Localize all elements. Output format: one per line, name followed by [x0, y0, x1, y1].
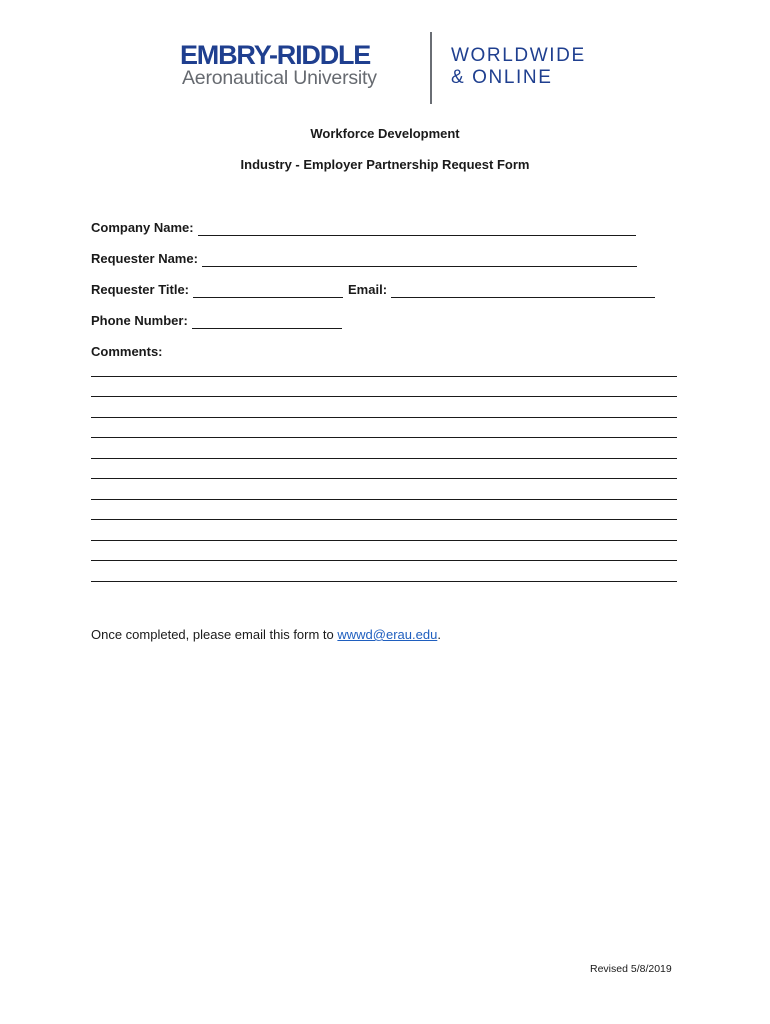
email-link[interactable]: wwwd@erau.edu	[337, 627, 438, 642]
phone-number-label: Phone Number:	[91, 313, 188, 328]
email-label: Email:	[348, 282, 388, 297]
comment-line	[91, 519, 677, 520]
requester-title-row	[91, 280, 655, 298]
requester-name-row	[91, 249, 637, 267]
comment-line	[91, 437, 677, 438]
email-field[interactable]	[391, 283, 655, 298]
requester-title-field[interactable]	[193, 283, 343, 298]
logo-university-subtitle: Aeronautical University	[182, 67, 377, 89]
submission-instructions	[91, 627, 441, 643]
comments-label: Comments:	[91, 344, 163, 359]
comment-line	[91, 560, 677, 561]
requester-name-field[interactable]	[202, 252, 637, 267]
logo-university-name: EMBRY-RIDDLE	[180, 40, 371, 70]
company-name-row	[91, 218, 636, 236]
company-name-label: Company Name:	[91, 220, 194, 235]
page-title: Workforce Development	[310, 126, 460, 141]
comments-field[interactable]	[91, 360, 677, 584]
comments-row	[91, 342, 163, 360]
comment-line	[91, 417, 677, 418]
instructions-text: Once completed, please email this form to	[91, 627, 338, 642]
comment-line	[91, 478, 677, 479]
university-logo	[180, 32, 610, 106]
form-title: Industry - Employer Partnership Request Form	[240, 157, 530, 172]
logo-campus-line1: WORLDWIDE	[451, 45, 586, 66]
comment-line	[91, 396, 677, 397]
comment-line	[91, 499, 677, 500]
comment-line	[91, 540, 677, 541]
comment-line	[91, 458, 677, 459]
comment-line	[91, 581, 677, 582]
revision-date: Revised 5/8/2019	[590, 963, 672, 975]
phone-number-row	[91, 311, 342, 329]
instructions-period: .	[437, 627, 441, 642]
phone-number-field[interactable]	[192, 314, 342, 329]
comment-line	[91, 376, 677, 377]
company-name-field[interactable]	[198, 221, 636, 236]
logo-divider	[430, 32, 432, 104]
requester-title-label: Requester Title:	[91, 282, 190, 297]
logo-campus-line2: & ONLINE	[451, 67, 553, 88]
requester-name-label: Requester Name:	[91, 251, 198, 266]
